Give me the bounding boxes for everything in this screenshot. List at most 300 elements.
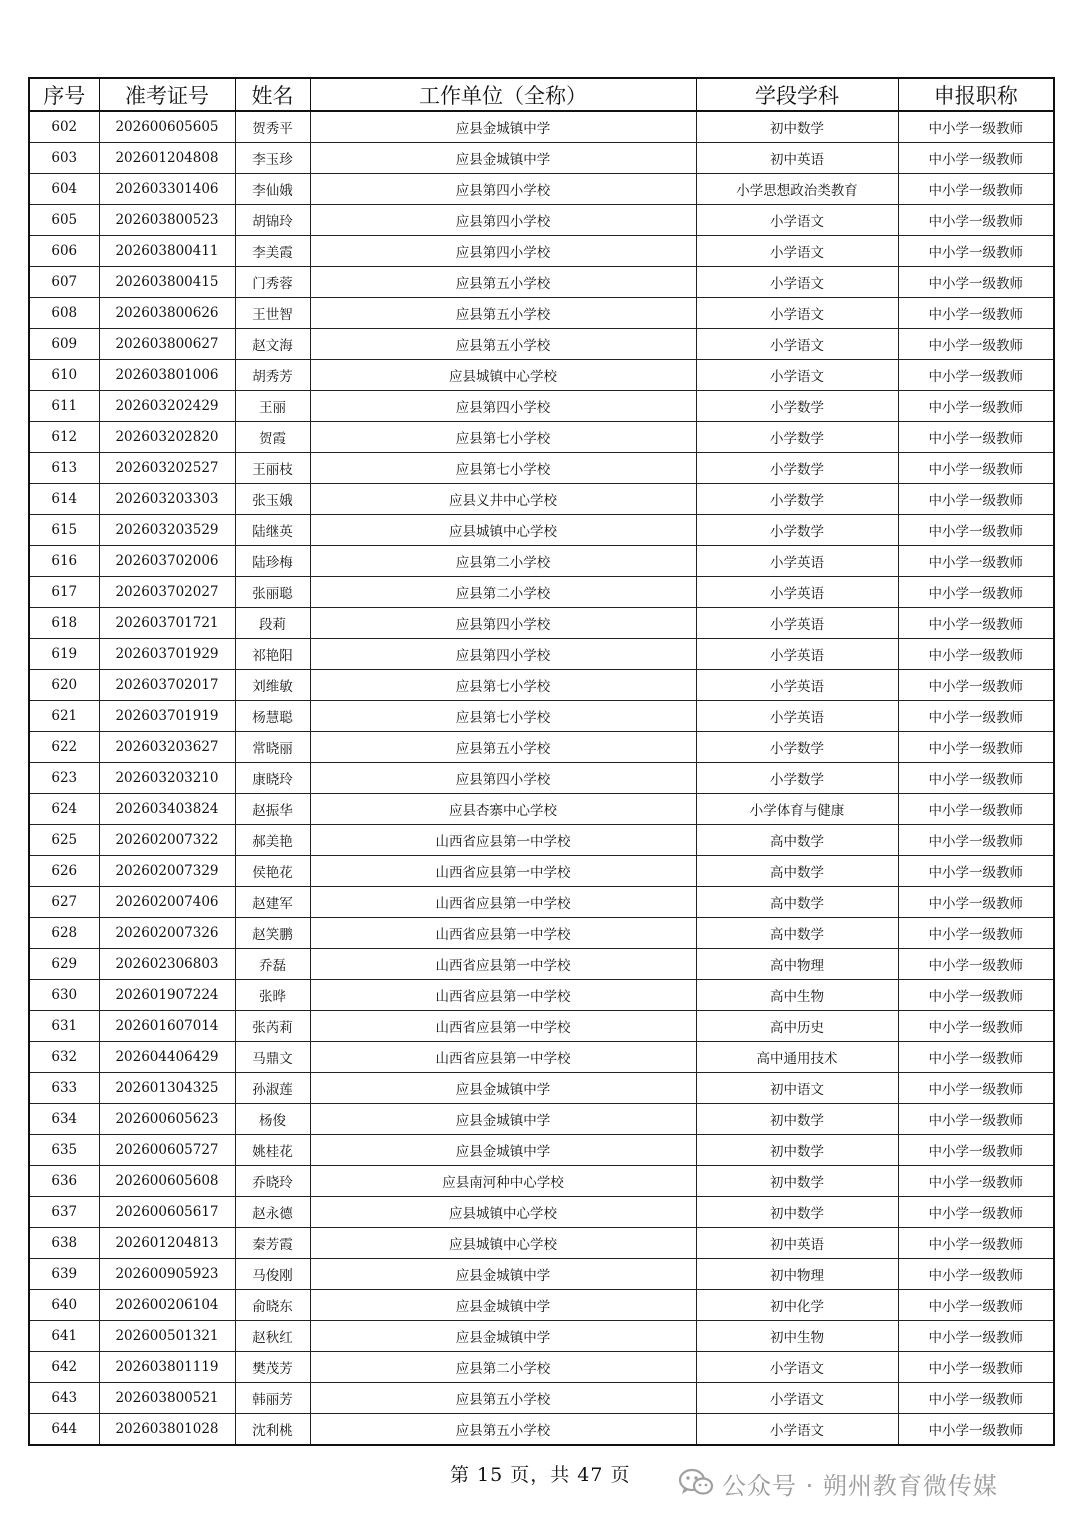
table-row [29, 1104, 1054, 1135]
ticket-no-cell: 202603702017 [99, 670, 235, 701]
workplace-cell: 应县城镇中心学校 [310, 360, 696, 391]
header-workplace: 工作单位（全称） [310, 78, 696, 111]
table-row [29, 949, 1054, 980]
name-cell: 沈利桃 [235, 1414, 310, 1446]
name-cell: 姚桂花 [235, 1135, 310, 1166]
workplace-cell: 应县金城镇中学 [310, 1073, 696, 1104]
subject-cell: 初中生物 [696, 1321, 898, 1352]
name-cell: 张晔 [235, 980, 310, 1011]
seq-cell: 610 [29, 360, 99, 391]
ticket-no-cell: 202600605608 [99, 1166, 235, 1197]
subject-cell: 高中生物 [696, 980, 898, 1011]
ticket-no-cell: 202603800627 [99, 329, 235, 360]
name-cell: 张丽聪 [235, 577, 310, 608]
ticket-no-cell: 202603801028 [99, 1414, 235, 1446]
name-cell: 李美霞 [235, 236, 310, 267]
subject-cell: 小学英语 [696, 577, 898, 608]
table-row [29, 111, 1054, 143]
ticket-no-cell: 202603203627 [99, 732, 235, 763]
table-row [29, 918, 1054, 949]
name-cell: 康晓玲 [235, 763, 310, 794]
ticket-no-cell: 202600206104 [99, 1290, 235, 1321]
seq-cell: 624 [29, 794, 99, 825]
seq-cell: 602 [29, 111, 99, 143]
subject-cell: 小学英语 [696, 546, 898, 577]
name-cell: 胡秀芳 [235, 360, 310, 391]
name-cell: 陆珍梅 [235, 546, 310, 577]
seq-cell: 607 [29, 267, 99, 298]
ticket-no-cell: 202601907224 [99, 980, 235, 1011]
ticket-no-cell: 202603202527 [99, 453, 235, 484]
title-cell: 中小学一级教师 [898, 143, 1054, 174]
table-row [29, 453, 1054, 484]
name-cell: 俞晓东 [235, 1290, 310, 1321]
subject-cell: 小学语文 [696, 236, 898, 267]
seq-cell: 636 [29, 1166, 99, 1197]
workplace-cell: 应县金城镇中学 [310, 1290, 696, 1321]
seq-cell: 609 [29, 329, 99, 360]
seq-cell: 605 [29, 205, 99, 236]
table-row [29, 267, 1054, 298]
title-cell: 中小学一级教师 [898, 329, 1054, 360]
workplace-cell: 应县南河种中心学校 [310, 1166, 696, 1197]
workplace-cell: 应县金城镇中学 [310, 143, 696, 174]
ticket-no-cell: 202601204813 [99, 1228, 235, 1259]
workplace-cell: 山西省应县第一中学校 [310, 1042, 696, 1073]
seq-cell: 622 [29, 732, 99, 763]
ticket-no-cell: 202600905923 [99, 1259, 235, 1290]
table-row [29, 608, 1054, 639]
workplace-cell: 山西省应县第一中学校 [310, 918, 696, 949]
workplace-cell: 应县金城镇中学 [310, 1135, 696, 1166]
subject-cell: 小学语文 [696, 298, 898, 329]
subject-cell: 高中历史 [696, 1011, 898, 1042]
workplace-cell: 应县第二小学校 [310, 546, 696, 577]
title-cell: 中小学一级教师 [898, 422, 1054, 453]
name-cell: 祁艳阳 [235, 639, 310, 670]
table-row [29, 980, 1054, 1011]
workplace-cell: 山西省应县第一中学校 [310, 825, 696, 856]
subject-cell: 高中通用技术 [696, 1042, 898, 1073]
name-cell: 李玉珍 [235, 143, 310, 174]
name-cell: 韩丽芳 [235, 1383, 310, 1414]
ticket-no-cell: 202602007406 [99, 887, 235, 918]
subject-cell: 小学语文 [696, 1383, 898, 1414]
title-cell: 中小学一级教师 [898, 1259, 1054, 1290]
title-cell: 中小学一级教师 [898, 484, 1054, 515]
subject-cell: 小学英语 [696, 701, 898, 732]
name-cell: 刘维敏 [235, 670, 310, 701]
table-row [29, 856, 1054, 887]
title-cell: 中小学一级教师 [898, 1197, 1054, 1228]
title-cell: 中小学一级教师 [898, 577, 1054, 608]
title-cell: 中小学一级教师 [898, 918, 1054, 949]
workplace-cell: 应县第五小学校 [310, 1414, 696, 1446]
seq-cell: 623 [29, 763, 99, 794]
table-row [29, 1073, 1054, 1104]
title-cell: 中小学一级教师 [898, 732, 1054, 763]
workplace-cell: 应县第七小学校 [310, 453, 696, 484]
title-cell: 中小学一级教师 [898, 670, 1054, 701]
title-cell: 中小学一级教师 [898, 360, 1054, 391]
title-cell: 中小学一级教师 [898, 111, 1054, 143]
title-cell: 中小学一级教师 [898, 608, 1054, 639]
seq-cell: 635 [29, 1135, 99, 1166]
table-row [29, 670, 1054, 701]
workplace-cell: 山西省应县第一中学校 [310, 856, 696, 887]
subject-cell: 初中语文 [696, 1073, 898, 1104]
seq-cell: 615 [29, 515, 99, 546]
workplace-cell: 应县第五小学校 [310, 298, 696, 329]
table-row [29, 174, 1054, 205]
subject-cell: 小学语文 [696, 205, 898, 236]
title-cell: 中小学一级教师 [898, 205, 1054, 236]
header-name: 姓名 [235, 78, 310, 111]
name-cell: 赵振华 [235, 794, 310, 825]
table-row [29, 794, 1054, 825]
seq-cell: 604 [29, 174, 99, 205]
subject-cell: 小学语文 [696, 267, 898, 298]
title-cell: 中小学一级教师 [898, 391, 1054, 422]
title-cell: 中小学一级教师 [898, 794, 1054, 825]
name-cell: 常晓丽 [235, 732, 310, 763]
subject-cell: 小学英语 [696, 639, 898, 670]
seq-cell: 616 [29, 546, 99, 577]
workplace-cell: 应县第四小学校 [310, 391, 696, 422]
ticket-no-cell: 202603203210 [99, 763, 235, 794]
table-row [29, 1414, 1054, 1446]
table-row [29, 639, 1054, 670]
workplace-cell: 应县城镇中心学校 [310, 1197, 696, 1228]
name-cell: 杨俊 [235, 1104, 310, 1135]
table-row [29, 360, 1054, 391]
workplace-cell: 应县城镇中心学校 [310, 515, 696, 546]
seq-cell: 639 [29, 1259, 99, 1290]
seq-cell: 617 [29, 577, 99, 608]
title-cell: 中小学一级教师 [898, 887, 1054, 918]
workplace-cell: 应县第五小学校 [310, 732, 696, 763]
watermark-text: 公众号 · 朔州教育微传媒 [722, 1471, 998, 1500]
workplace-cell: 应县杏寨中心学校 [310, 794, 696, 825]
seq-cell: 628 [29, 918, 99, 949]
table-row [29, 484, 1054, 515]
subject-cell: 初中英语 [696, 1228, 898, 1259]
subject-cell: 初中数学 [696, 111, 898, 143]
ticket-no-cell: 202603801119 [99, 1352, 235, 1383]
ticket-no-cell: 202600605605 [99, 111, 235, 143]
ticket-no-cell: 202603202429 [99, 391, 235, 422]
name-cell: 门秀蓉 [235, 267, 310, 298]
seq-cell: 644 [29, 1414, 99, 1446]
subject-cell: 小学数学 [696, 422, 898, 453]
table-row [29, 1259, 1054, 1290]
subject-cell: 小学英语 [696, 608, 898, 639]
workplace-cell: 应县第五小学校 [310, 1383, 696, 1414]
subject-cell: 小学数学 [696, 453, 898, 484]
seq-cell: 629 [29, 949, 99, 980]
table-row [29, 515, 1054, 546]
name-cell: 赵建军 [235, 887, 310, 918]
subject-cell: 小学数学 [696, 732, 898, 763]
name-cell: 马俊刚 [235, 1259, 310, 1290]
seq-cell: 608 [29, 298, 99, 329]
name-cell: 秦芳霞 [235, 1228, 310, 1259]
title-cell: 中小学一级教师 [898, 763, 1054, 794]
name-cell: 段莉 [235, 608, 310, 639]
title-cell: 中小学一级教师 [898, 949, 1054, 980]
title-cell: 中小学一级教师 [898, 1011, 1054, 1042]
table-row [29, 701, 1054, 732]
title-cell: 中小学一级教师 [898, 1228, 1054, 1259]
seq-cell: 641 [29, 1321, 99, 1352]
header-subject: 学段学科 [696, 78, 898, 111]
seq-cell: 627 [29, 887, 99, 918]
workplace-cell: 应县金城镇中学 [310, 1321, 696, 1352]
title-cell: 中小学一级教师 [898, 825, 1054, 856]
seq-cell: 625 [29, 825, 99, 856]
name-cell: 侯艳花 [235, 856, 310, 887]
seq-cell: 603 [29, 143, 99, 174]
seq-cell: 614 [29, 484, 99, 515]
roster-sheet [28, 77, 1053, 1446]
title-cell: 中小学一级教师 [898, 546, 1054, 577]
title-cell: 中小学一级教师 [898, 639, 1054, 670]
seq-cell: 632 [29, 1042, 99, 1073]
seq-cell: 613 [29, 453, 99, 484]
seq-cell: 634 [29, 1104, 99, 1135]
name-cell: 王丽 [235, 391, 310, 422]
subject-cell: 初中数学 [696, 1135, 898, 1166]
table-row [29, 763, 1054, 794]
workplace-cell: 应县城镇中心学校 [310, 1228, 696, 1259]
name-cell: 贺秀平 [235, 111, 310, 143]
workplace-cell: 应县金城镇中学 [310, 1104, 696, 1135]
title-cell: 中小学一级教师 [898, 1414, 1054, 1446]
ticket-no-cell: 202601607014 [99, 1011, 235, 1042]
ticket-no-cell: 202600605617 [99, 1197, 235, 1228]
table-row [29, 546, 1054, 577]
seq-cell: 638 [29, 1228, 99, 1259]
name-cell: 郝美艳 [235, 825, 310, 856]
ticket-no-cell: 202603800411 [99, 236, 235, 267]
name-cell: 乔磊 [235, 949, 310, 980]
table-row [29, 236, 1054, 267]
workplace-cell: 应县第七小学校 [310, 670, 696, 701]
seq-cell: 642 [29, 1352, 99, 1383]
subject-cell: 小学语文 [696, 1352, 898, 1383]
ticket-no-cell: 202602306803 [99, 949, 235, 980]
name-cell: 王世智 [235, 298, 310, 329]
title-cell: 中小学一级教师 [898, 236, 1054, 267]
subject-cell: 高中数学 [696, 887, 898, 918]
ticket-no-cell: 202603203303 [99, 484, 235, 515]
ticket-no-cell: 202602007326 [99, 918, 235, 949]
table-row [29, 1383, 1054, 1414]
table-row [29, 391, 1054, 422]
workplace-cell: 山西省应县第一中学校 [310, 949, 696, 980]
ticket-no-cell: 202603203529 [99, 515, 235, 546]
name-cell: 樊茂芳 [235, 1352, 310, 1383]
subject-cell: 初中化学 [696, 1290, 898, 1321]
subject-cell: 小学数学 [696, 484, 898, 515]
ticket-no-cell: 202603702006 [99, 546, 235, 577]
name-cell: 张玉娥 [235, 484, 310, 515]
workplace-cell: 山西省应县第一中学校 [310, 887, 696, 918]
header-ticket-no: 准考证号 [99, 78, 235, 111]
title-cell: 中小学一级教师 [898, 1321, 1054, 1352]
subject-cell: 高中物理 [696, 949, 898, 980]
name-cell: 杨慧聪 [235, 701, 310, 732]
table-row [29, 1166, 1054, 1197]
workplace-cell: 应县第四小学校 [310, 639, 696, 670]
subject-cell: 初中物理 [696, 1259, 898, 1290]
title-cell: 中小学一级教师 [898, 1135, 1054, 1166]
seq-cell: 620 [29, 670, 99, 701]
name-cell: 赵秋红 [235, 1321, 310, 1352]
ticket-no-cell: 202603301406 [99, 174, 235, 205]
table-row [29, 205, 1054, 236]
table-row [29, 887, 1054, 918]
table-row [29, 143, 1054, 174]
seq-cell: 618 [29, 608, 99, 639]
name-cell: 张芮莉 [235, 1011, 310, 1042]
name-cell: 赵笑鹏 [235, 918, 310, 949]
workplace-cell: 应县第四小学校 [310, 205, 696, 236]
name-cell: 马鼎文 [235, 1042, 310, 1073]
ticket-no-cell: 202603403824 [99, 794, 235, 825]
name-cell: 赵永德 [235, 1197, 310, 1228]
ticket-no-cell: 202603701721 [99, 608, 235, 639]
watermark [678, 1463, 998, 1503]
title-cell: 中小学一级教师 [898, 1073, 1054, 1104]
workplace-cell: 应县义井中心学校 [310, 484, 696, 515]
table-row [29, 577, 1054, 608]
seq-cell: 637 [29, 1197, 99, 1228]
subject-cell: 小学数学 [696, 391, 898, 422]
table-row [29, 422, 1054, 453]
table-body [29, 111, 1054, 1445]
table-row [29, 825, 1054, 856]
seq-cell: 630 [29, 980, 99, 1011]
subject-cell: 高中数学 [696, 856, 898, 887]
name-cell: 胡锦玲 [235, 205, 310, 236]
table-row [29, 1011, 1054, 1042]
seq-cell: 631 [29, 1011, 99, 1042]
ticket-no-cell: 202603800626 [99, 298, 235, 329]
workplace-cell: 山西省应县第一中学校 [310, 980, 696, 1011]
table-row [29, 1197, 1054, 1228]
name-cell: 陆继英 [235, 515, 310, 546]
ticket-no-cell: 202602007322 [99, 825, 235, 856]
subject-cell: 初中数学 [696, 1104, 898, 1135]
seq-cell: 643 [29, 1383, 99, 1414]
table-row [29, 1228, 1054, 1259]
seq-cell: 626 [29, 856, 99, 887]
seq-cell: 619 [29, 639, 99, 670]
subject-cell: 小学语文 [696, 1414, 898, 1446]
title-cell: 中小学一级教师 [898, 174, 1054, 205]
ticket-no-cell: 202603800523 [99, 205, 235, 236]
table-row [29, 1042, 1054, 1073]
title-cell: 中小学一级教师 [898, 1166, 1054, 1197]
name-cell: 孙淑莲 [235, 1073, 310, 1104]
ticket-no-cell: 202603202820 [99, 422, 235, 453]
subject-cell: 小学英语 [696, 670, 898, 701]
workplace-cell: 应县第五小学校 [310, 267, 696, 298]
roster-table [28, 77, 1055, 1446]
header-title: 申报职称 [898, 78, 1054, 111]
ticket-no-cell: 202603800415 [99, 267, 235, 298]
table-row [29, 298, 1054, 329]
table-row [29, 732, 1054, 763]
subject-cell: 高中数学 [696, 918, 898, 949]
workplace-cell: 应县金城镇中学 [310, 111, 696, 143]
name-cell: 乔晓玲 [235, 1166, 310, 1197]
subject-cell: 小学语文 [696, 329, 898, 360]
workplace-cell: 应县第四小学校 [310, 608, 696, 639]
seq-cell: 612 [29, 422, 99, 453]
workplace-cell: 应县第四小学校 [310, 763, 696, 794]
subject-cell: 初中数学 [696, 1166, 898, 1197]
subject-cell: 小学数学 [696, 763, 898, 794]
seq-cell: 606 [29, 236, 99, 267]
page-number: 第 15 页，共 47 页 [450, 1464, 631, 1486]
title-cell: 中小学一级教师 [898, 1104, 1054, 1135]
table-row [29, 1352, 1054, 1383]
workplace-cell: 应县第七小学校 [310, 422, 696, 453]
workplace-cell: 山西省应县第一中学校 [310, 1011, 696, 1042]
subject-cell: 小学体育与健康 [696, 794, 898, 825]
subject-cell: 初中英语 [696, 143, 898, 174]
seq-cell: 611 [29, 391, 99, 422]
title-cell: 中小学一级教师 [898, 515, 1054, 546]
title-cell: 中小学一级教师 [898, 856, 1054, 887]
wechat-icon [678, 1468, 714, 1498]
subject-cell: 高中数学 [696, 825, 898, 856]
seq-cell: 621 [29, 701, 99, 732]
title-cell: 中小学一级教师 [898, 1383, 1054, 1414]
ticket-no-cell: 202603800521 [99, 1383, 235, 1414]
name-cell: 李仙娥 [235, 174, 310, 205]
name-cell: 贺霞 [235, 422, 310, 453]
table-row [29, 329, 1054, 360]
workplace-cell: 应县第二小学校 [310, 1352, 696, 1383]
subject-cell: 初中数学 [696, 1197, 898, 1228]
title-cell: 中小学一级教师 [898, 1290, 1054, 1321]
ticket-no-cell: 202603801006 [99, 360, 235, 391]
title-cell: 中小学一级教师 [898, 701, 1054, 732]
title-cell: 中小学一级教师 [898, 980, 1054, 1011]
workplace-cell: 应县第七小学校 [310, 701, 696, 732]
ticket-no-cell: 202604406429 [99, 1042, 235, 1073]
title-cell: 中小学一级教师 [898, 298, 1054, 329]
table-row [29, 1321, 1054, 1352]
table-row [29, 1290, 1054, 1321]
ticket-no-cell: 202600501321 [99, 1321, 235, 1352]
name-cell: 王丽枝 [235, 453, 310, 484]
ticket-no-cell: 202603701929 [99, 639, 235, 670]
title-cell: 中小学一级教师 [898, 1042, 1054, 1073]
title-cell: 中小学一级教师 [898, 453, 1054, 484]
workplace-cell: 应县第二小学校 [310, 577, 696, 608]
ticket-no-cell: 202603701919 [99, 701, 235, 732]
subject-cell: 小学思想政治类教育 [696, 174, 898, 205]
subject-cell: 小学数学 [696, 515, 898, 546]
ticket-no-cell: 202603702027 [99, 577, 235, 608]
workplace-cell: 应县第五小学校 [310, 329, 696, 360]
seq-cell: 633 [29, 1073, 99, 1104]
table-row [29, 1135, 1054, 1166]
